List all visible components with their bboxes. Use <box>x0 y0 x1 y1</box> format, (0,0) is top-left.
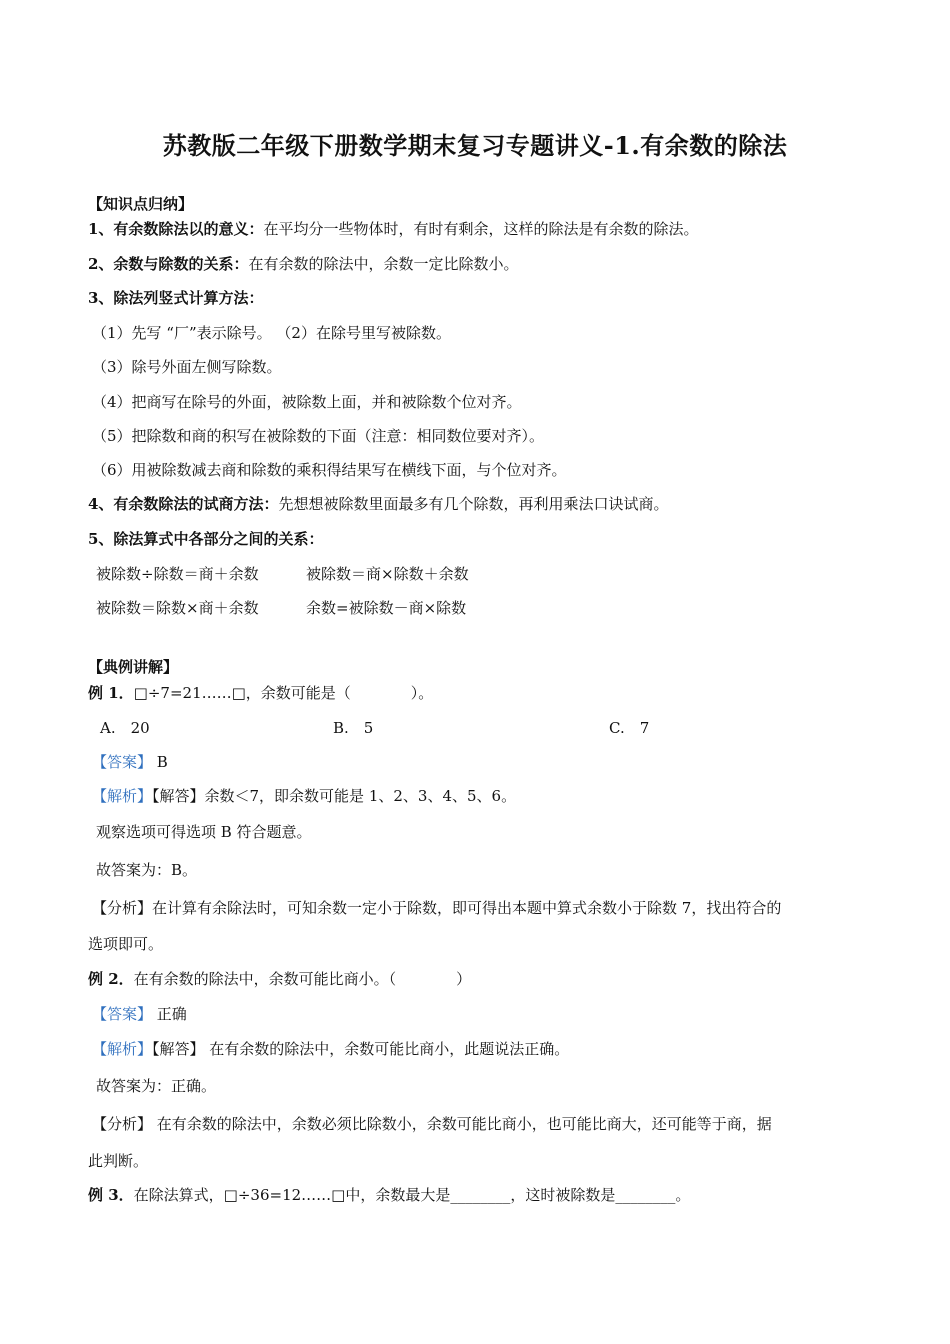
step-line: （4）把商写在除号的外面，被除数上面，并和被除数个位对齐。 <box>92 393 522 411</box>
point-4-label: 4、有余数除法的试商方法： <box>88 495 279 513</box>
example-2-answer <box>92 1004 187 1024</box>
example-1-analysis <box>92 786 516 806</box>
answer-value: 正确 <box>152 1005 187 1023</box>
analysis-text: 【解答】 在有余数的除法中，余数可能比商小，此题说法正确。 <box>152 1040 570 1058</box>
step-line: （6）用被除数减去商和除数的乘积得结果写在横线下面，与个位对齐。 <box>92 461 567 479</box>
example-3-label: 例 3． <box>88 1186 134 1204</box>
page-title: 苏教版二年级下册数学期末复习专题讲义-1.有余数的除法 <box>162 131 788 160</box>
answer-value: B <box>152 753 168 771</box>
examples-heading: 【典例讲解】 <box>88 658 179 676</box>
option-c: C. 7 <box>609 719 650 737</box>
example-2-line-2: 故答案为：正确。 <box>96 1077 217 1095</box>
answer-tag: 【答案】 <box>92 753 153 771</box>
relation-1b: 被除数＝商×除数＋余数 <box>306 565 469 583</box>
example-2-fenxi-2: 此判断。 <box>88 1152 149 1170</box>
step-line: （3）除号外面左侧写除数。 <box>92 358 282 376</box>
relation-2b: 余数=被除数－商×除数 <box>306 599 467 617</box>
knowledge-point-2 <box>88 254 518 274</box>
option-b: B. 5 <box>333 719 374 737</box>
knowledge-point-1 <box>88 219 698 239</box>
analysis-tag: 【解析】 <box>92 1040 153 1058</box>
step-line: （5）把除数和商的积写在被除数的下面（注意：相同数位要对齐）。 <box>92 427 545 445</box>
option-a: A. 20 <box>100 719 150 737</box>
example-1-line-2: 观察选项可得选项 B 符合题意。 <box>96 823 312 841</box>
example-1-text: □÷7=21……□，余数可能是（ ）。 <box>133 684 434 702</box>
example-1-fenxi-1: 【分析】在计算有余除法时，可知余数一定小于除数，即可得出本题中算式余数小于除数 7，找出符合的 <box>92 899 782 917</box>
relation-2a: 被除数＝除数×商＋余数 <box>96 599 259 617</box>
analysis-tag: 【解析】 <box>92 787 153 805</box>
example-2-fenxi-1: 【分析】 在有余数的除法中，余数必须比除数小，余数可能比商小，也可能比商大，还可能等于商，据 <box>92 1115 772 1133</box>
example-1-question <box>88 683 433 703</box>
point-4-text: 先想想被除数里面最多有几个除数，再利用乘法口诀试商。 <box>278 495 669 513</box>
example-1-label: 例 1． <box>88 684 134 702</box>
example-2-analysis <box>92 1039 569 1059</box>
answer-tag: 【答案】 <box>92 1005 153 1023</box>
example-2-text: 在有余数的除法中，余数可能比商小。（ ） <box>133 970 472 988</box>
point-1-label: 1、有余数除法以的意义： <box>88 220 264 238</box>
knowledge-point-3-label: 3、除法列竖式计算方法： <box>88 289 264 307</box>
example-3-text: 在除法算式，□÷36=12……□中，余数最大是________，这时被除数是________。 <box>133 1186 691 1204</box>
step-line: （1）先写 “厂”表示除号。 （2）在除号里写被除数。 <box>92 324 451 342</box>
example-2-question <box>88 969 471 989</box>
relation-1a: 被除数÷除数＝商＋余数 <box>96 565 259 583</box>
knowledge-point-5-label: 5、除法算式中各部分之间的关系： <box>88 530 324 548</box>
analysis-text: 【解答】余数＜7，即余数可能是 1、2、3、4、5、6。 <box>152 787 517 805</box>
example-1-line-3: 故答案为：B。 <box>96 861 198 879</box>
point-2-label: 2、余数与除数的关系： <box>88 255 249 273</box>
example-3-question <box>88 1185 690 1205</box>
example-1-answer <box>92 752 168 772</box>
knowledge-point-4 <box>88 494 668 514</box>
point-2-text: 在有余数的除法中，余数一定比除数小。 <box>248 255 519 273</box>
knowledge-heading: 【知识点归纳】 <box>88 195 194 213</box>
point-1-text: 在平均分一些物体时，有时有剩余，这样的除法是有余数的除法。 <box>263 220 699 238</box>
example-2-label: 例 2． <box>88 970 134 988</box>
example-1-fenxi-2: 选项即可。 <box>88 935 164 953</box>
